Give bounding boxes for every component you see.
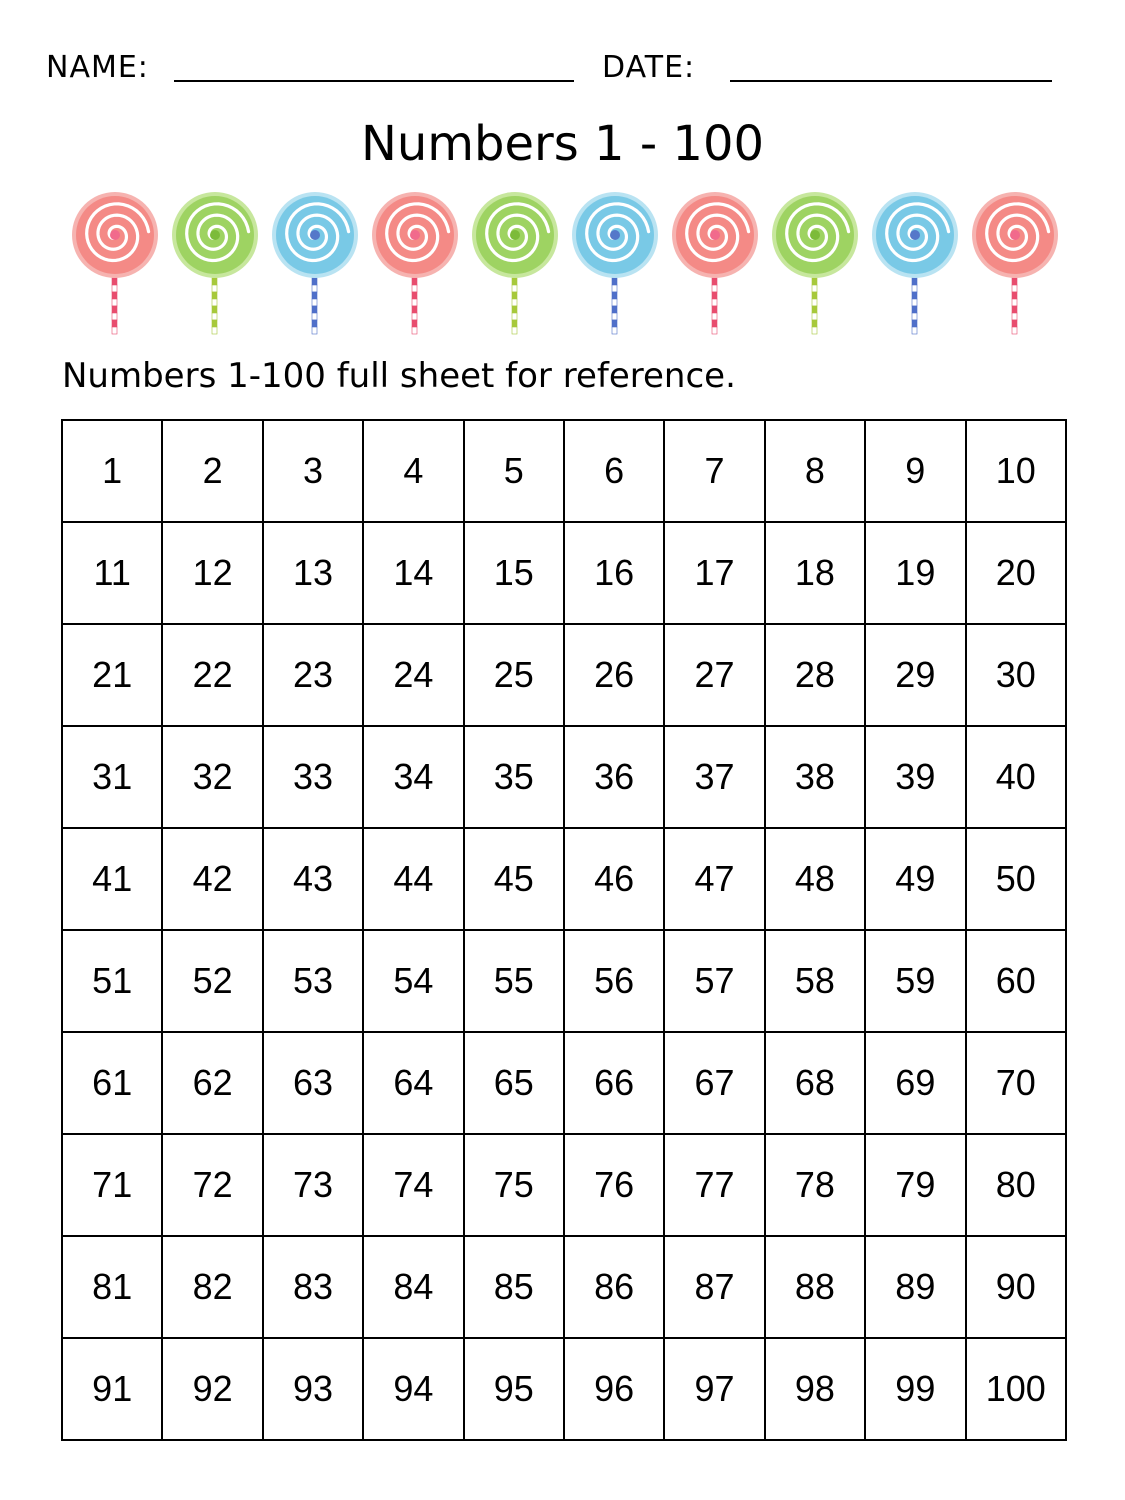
number-cell: 17	[664, 522, 764, 624]
number-cell: 11	[62, 522, 162, 624]
lollipop-icon	[670, 190, 760, 340]
number-cell: 38	[765, 726, 865, 828]
number-cell: 62	[162, 1032, 262, 1134]
number-cell: 40	[966, 726, 1066, 828]
number-cell: 91	[62, 1338, 162, 1440]
table-row	[62, 1338, 1066, 1440]
table-row	[62, 930, 1066, 1032]
number-cell: 86	[564, 1236, 664, 1338]
number-cell: 92	[162, 1338, 262, 1440]
number-cell: 39	[865, 726, 965, 828]
number-cell: 99	[865, 1338, 965, 1440]
number-cell: 44	[363, 828, 463, 930]
number-cell: 64	[363, 1032, 463, 1134]
name-label: NAME:	[46, 50, 149, 85]
number-cell: 96	[564, 1338, 664, 1440]
lollipop-icon	[570, 190, 660, 340]
table-row	[62, 1032, 1066, 1134]
lollipop-icon	[170, 190, 260, 340]
number-cell: 69	[865, 1032, 965, 1134]
number-cell: 70	[966, 1032, 1066, 1134]
number-cell: 47	[664, 828, 764, 930]
number-cell: 59	[865, 930, 965, 1032]
number-cell: 74	[363, 1134, 463, 1236]
lollipop-icon	[370, 190, 460, 340]
table-row	[62, 624, 1066, 726]
date-label: DATE:	[602, 50, 696, 85]
number-cell: 81	[62, 1236, 162, 1338]
number-cell: 65	[464, 1032, 564, 1134]
number-cell: 97	[664, 1338, 764, 1440]
number-cell: 79	[865, 1134, 965, 1236]
number-cell: 7	[664, 420, 764, 522]
number-cell: 83	[263, 1236, 363, 1338]
number-cell: 24	[363, 624, 463, 726]
number-cell: 90	[966, 1236, 1066, 1338]
number-cell: 18	[765, 522, 865, 624]
table-row	[62, 420, 1066, 522]
number-cell: 32	[162, 726, 262, 828]
number-cell: 85	[464, 1236, 564, 1338]
date-blank-line	[730, 80, 1052, 82]
number-cell: 37	[664, 726, 764, 828]
number-cell: 75	[464, 1134, 564, 1236]
number-cell: 58	[765, 930, 865, 1032]
number-cell: 60	[966, 930, 1066, 1032]
number-cell: 13	[263, 522, 363, 624]
lollipop-icon	[870, 190, 960, 340]
lollipop-icon	[70, 190, 160, 340]
number-cell: 12	[162, 522, 262, 624]
number-cell: 77	[664, 1134, 764, 1236]
lollipop-icon	[770, 190, 860, 340]
number-cell: 33	[263, 726, 363, 828]
name-blank-line	[174, 80, 574, 82]
number-cell: 88	[765, 1236, 865, 1338]
number-cell: 2	[162, 420, 262, 522]
number-cell: 89	[865, 1236, 965, 1338]
number-cell: 48	[765, 828, 865, 930]
number-cell: 73	[263, 1134, 363, 1236]
lollipop-row	[70, 190, 1060, 340]
number-cell: 55	[464, 930, 564, 1032]
number-cell: 3	[263, 420, 363, 522]
number-cell: 25	[464, 624, 564, 726]
table-row	[62, 726, 1066, 828]
number-cell: 4	[363, 420, 463, 522]
number-cell: 49	[865, 828, 965, 930]
number-cell: 28	[765, 624, 865, 726]
number-cell: 30	[966, 624, 1066, 726]
number-cell: 21	[62, 624, 162, 726]
number-cell: 53	[263, 930, 363, 1032]
number-cell: 43	[263, 828, 363, 930]
number-cell: 67	[664, 1032, 764, 1134]
page-subtitle: Numbers 1-100 full sheet for reference.	[62, 356, 736, 396]
number-cell: 45	[464, 828, 564, 930]
number-cell: 72	[162, 1134, 262, 1236]
number-cell: 52	[162, 930, 262, 1032]
table-row	[62, 1134, 1066, 1236]
number-cell: 80	[966, 1134, 1066, 1236]
number-cell: 26	[564, 624, 664, 726]
number-cell: 14	[363, 522, 463, 624]
number-cell: 5	[464, 420, 564, 522]
number-cell: 10	[966, 420, 1066, 522]
hundreds-chart	[61, 419, 1067, 1441]
number-cell: 46	[564, 828, 664, 930]
number-cell: 6	[564, 420, 664, 522]
number-cell: 82	[162, 1236, 262, 1338]
number-cell: 94	[363, 1338, 463, 1440]
number-cell: 78	[765, 1134, 865, 1236]
number-cell: 84	[363, 1236, 463, 1338]
header-row	[46, 48, 1056, 88]
number-cell: 98	[765, 1338, 865, 1440]
number-cell: 57	[664, 930, 764, 1032]
number-cell: 34	[363, 726, 463, 828]
number-cell: 56	[564, 930, 664, 1032]
number-cell: 51	[62, 930, 162, 1032]
number-cell: 68	[765, 1032, 865, 1134]
page-title: Numbers 1 - 100	[360, 116, 765, 172]
number-cell: 22	[162, 624, 262, 726]
number-cell: 15	[464, 522, 564, 624]
table-row	[62, 522, 1066, 624]
number-cell: 27	[664, 624, 764, 726]
number-cell: 31	[62, 726, 162, 828]
lollipop-icon	[970, 190, 1060, 340]
table-row	[62, 1236, 1066, 1338]
number-cell: 87	[664, 1236, 764, 1338]
number-cell: 36	[564, 726, 664, 828]
number-cell: 61	[62, 1032, 162, 1134]
number-cell: 50	[966, 828, 1066, 930]
number-cell: 95	[464, 1338, 564, 1440]
table-row	[62, 828, 1066, 930]
number-cell: 9	[865, 420, 965, 522]
number-cell: 1	[62, 420, 162, 522]
number-cell: 93	[263, 1338, 363, 1440]
lollipop-icon	[470, 190, 560, 340]
number-cell: 76	[564, 1134, 664, 1236]
lollipop-icon	[270, 190, 360, 340]
number-cell: 19	[865, 522, 965, 624]
number-cell: 20	[966, 522, 1066, 624]
number-cell: 41	[62, 828, 162, 930]
number-cell: 35	[464, 726, 564, 828]
number-cell: 54	[363, 930, 463, 1032]
number-cell: 71	[62, 1134, 162, 1236]
number-cell: 100	[966, 1338, 1066, 1440]
number-cell: 23	[263, 624, 363, 726]
number-cell: 66	[564, 1032, 664, 1134]
number-cell: 42	[162, 828, 262, 930]
number-cell: 29	[865, 624, 965, 726]
number-cell: 63	[263, 1032, 363, 1134]
number-cell: 16	[564, 522, 664, 624]
number-cell: 8	[765, 420, 865, 522]
